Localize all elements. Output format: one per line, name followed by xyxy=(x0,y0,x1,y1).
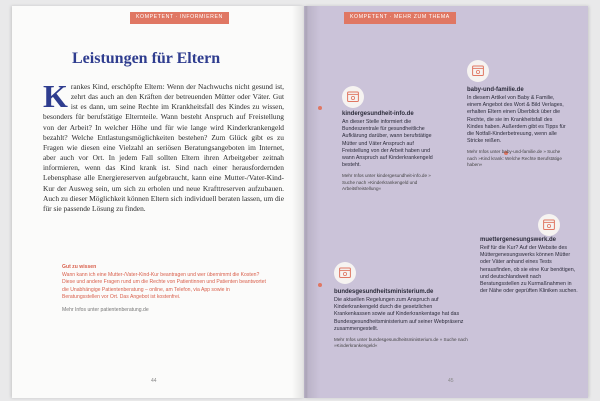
link-card-bundesgesundheitsministerium xyxy=(334,288,469,349)
card-title[interactable]: muettergenesungswerk.de xyxy=(480,237,557,243)
link-card-baby-und-familie xyxy=(467,86,569,168)
decorative-dot xyxy=(318,283,322,287)
tip-text: Wann kann ich eine Mutter-/Vater-Kind-Kur beantragen und wer übernimmt die Kosten? Diese und andere Fragen rund um die Rechte von Patientinnen und Patienten beantwortet die Unabhängige Patientenberatung – online, am Telefon, via App sowie in Beratungsstellen vor Ort. Das Angebot ist kostenfrei. xyxy=(62,271,266,301)
body-text xyxy=(43,78,284,214)
link-card-kindergesundheit xyxy=(342,110,437,192)
card-text: Reif für die Kur? Auf der Website des Müttergenesungswerks können Mütter oder Väter anhand eines Tests herausfinden, ob sie eine Kur benötigen, und deutschlandweit nach Beratungsstellen zu Kurmaßnahmen in der Nähe oder geprüften Kliniken suchen. xyxy=(480,245,578,295)
left-page xyxy=(12,6,304,398)
tip-more-info: Mehr Infos unter patientenberatung.de xyxy=(62,306,149,313)
tip-title: Gut zu wissen xyxy=(62,264,97,270)
browser-window-icon xyxy=(538,214,560,236)
right-page xyxy=(304,6,588,398)
tip-box xyxy=(62,264,267,315)
card-more-info: Mehr Infos unter bundesgesundheitsministerium.de » Suche nach »Kinderkrankengeld« xyxy=(334,337,468,349)
book-spread xyxy=(12,6,588,398)
page-number-left: 44 xyxy=(151,378,157,384)
card-title[interactable]: baby-und-familie.de xyxy=(467,87,524,93)
card-title[interactable]: bundesgesundheitsministerium.de xyxy=(334,289,434,295)
card-text: An dieser Stelle informiert die Bundeszentrale für gesundheitliche Aufklärung darüber, wann berufstätige Mütter und Väter Anspruch auf Freistellung von der Arbeit haben und wann Anspruch auf Kinderkrankengeld besteht. xyxy=(342,119,433,169)
body-paragraph: rankes Kind, erschöpfte Eltern: Wenn der Nachwuchs nicht gesund ist, zehrt das auch an den Kräften der betreuenden Mütter oder Väter. Gut ist es dann, um seine Rechte im Krankheitsfall des Kindes zu wissen, besonders für berufstätige Elternteile. Wann besteht Anspruch auf Freistellung von der Arbeit? In welcher Höhe und für wie lange wird Kinderkrankengeld bezahlt? Welche Entlastungsmöglichkeiten bestehen? Zum Glück gibt es zu Fragen wie diesen eine Vielzahl an seriösen Beratungsangeboten im Internet, aber auch vor Ort. In jedem Fall sollten Eltern ihren Arbeitgeber zeitnah informieren, wenn das Kind krank ist. Sind nach einer herausfordernden Lebensphase alle Energiereserven aufgebraucht, kann eine Mutter-/Vater-Kind-Kur der Ausweg sein, um sich zu erholen und neue Krafttreserven aufzubauen. Auch zu dieser Möglichkeit können Eltern sich individuell beraten lassen, um die für sie passende Lösung zu finden. xyxy=(43,82,284,213)
card-title[interactable]: kindergesundheit-info.de xyxy=(342,111,414,117)
card-more-info: Mehr Infos unter baby-und-familie.de » Suche nach »Kind krank: Welche Rechte Berufstätige haben« xyxy=(467,149,562,167)
browser-window-icon xyxy=(467,60,489,82)
card-more-info: Mehr Infos unter kindergesundheit-info.de » Suche nach »Kinderkrankengeld und Arbeitsfreistellung« xyxy=(342,173,431,191)
running-head-right: KOMPETENT · MEHR ZUM THEMA xyxy=(344,12,456,24)
link-card-muettergenesungswerk xyxy=(480,236,580,295)
page-number-right: 45 xyxy=(448,378,454,384)
card-text: Die aktuellen Regelungen zum Anspruch auf Kinderkrankengeld durch die gesetzlichen Krankenkassen sowie auf Kinderkrankentage hat das Bundesgesundheitsministerium auf seiner Webpräsenz zusammengestellt. xyxy=(334,297,464,332)
page-title: Leistungen für Eltern xyxy=(72,50,221,67)
decorative-dot xyxy=(318,106,322,110)
drop-cap: K xyxy=(43,78,68,114)
browser-window-icon xyxy=(334,262,356,284)
card-text: In diesem Artikel von Baby & Familie, einem Angebot des Wort & Bild Verlages, erhalten Eltern einen Überblick über die Rechte, die sie im Krankheitsfall des Kindes haben. Außerdem gibt es Tipps für die Notfall-Kinderbetreuung, wenn alle Stricke reißen. xyxy=(467,95,566,145)
running-head-left: KOMPETENT · INFORMIEREN xyxy=(130,12,229,24)
browser-window-icon xyxy=(342,86,364,108)
